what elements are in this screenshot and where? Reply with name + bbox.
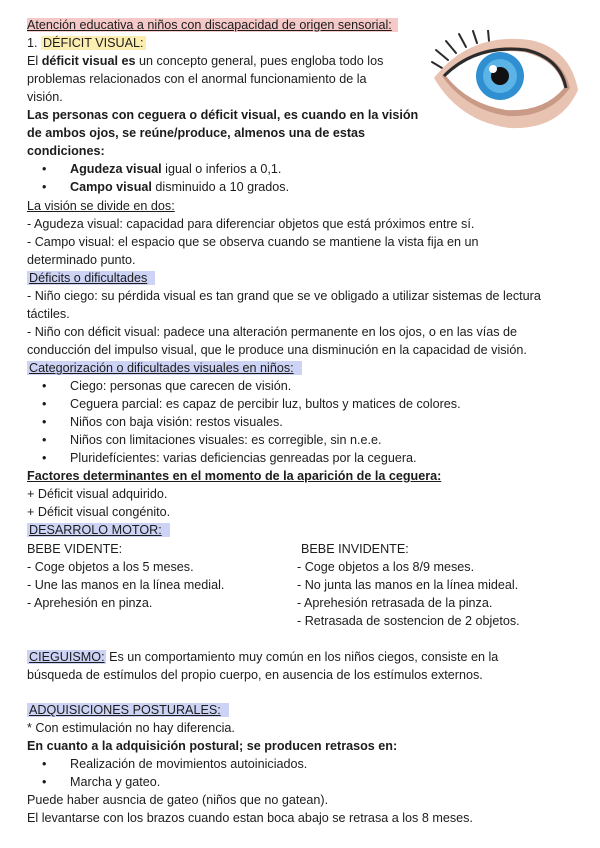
list-item: - Retrasada de sostencion de 2 objetos.	[297, 614, 520, 628]
posturales-line-2: En cuanto a la adquisición postural; se producen retrasos en:	[27, 739, 398, 753]
factores-heading: Factores determinantes en el momento de la aparición de la ceguera:	[27, 469, 442, 483]
posturales-line-3: Puede haber ausncia de gateo (niños que no gatean).	[27, 793, 329, 807]
bullet-icon: •	[42, 451, 47, 465]
bullet-icon: •	[42, 433, 47, 447]
division-line-2: - Campo visual: el espacio que se observa cuando se mantiene la vista fija en un	[27, 235, 479, 249]
bullet-icon: •	[42, 180, 47, 194]
bullet-icon: •	[42, 379, 47, 393]
list-item: Marcha y gateo.	[70, 775, 161, 789]
list-item: Realización de movimientos autoiniciados.	[70, 757, 308, 771]
list-item: Campo visual disminuido a 10 grados.	[70, 180, 290, 194]
factores-line-1: + Déficit visual adquirido.	[27, 487, 168, 501]
section-heading-deficit-visual: 1. DÉFICIT VISUAL:	[27, 36, 144, 50]
list-item: Ciego: personas que carecen de visión.	[70, 379, 292, 393]
bullet-icon: •	[42, 415, 47, 429]
bebe-vidente-heading: BEBE VIDENTE:	[27, 542, 123, 556]
deficits-line-1: - Niño ciego: su pérdida visual es tan grand que se ve obligado a utilizar sistemas de lectura	[27, 289, 541, 303]
bebe-invidente-heading: BEBE INVIDENTE:	[301, 542, 409, 556]
deficits-line-4: conducción del impulso visual, que le produce una disminución en la capacidad de visión.	[27, 343, 527, 357]
intro-line-3: visión.	[27, 90, 63, 104]
factores-line-2: + Déficit visual congénito.	[27, 505, 171, 519]
division-heading: La visión se divide en dos:	[27, 199, 175, 213]
posturales-line-1: * Con estimulación no hay diferencia.	[27, 721, 235, 735]
categorizacion-heading: Categorización o dificultades visuales en niños:	[27, 359, 302, 377]
list-item: Agudeza visual igual o inferios a 0,1.	[70, 162, 282, 176]
bullet-icon: •	[42, 775, 47, 789]
division-line-1: - Agudeza visual: capacidad para diferenciar objetos que está próximos entre sí.	[27, 217, 475, 231]
ceguera-line-3: condiciones:	[27, 144, 105, 158]
list-item: Niños con baja visión: restos visuales.	[70, 415, 283, 429]
bullet-icon: •	[42, 397, 47, 411]
list-item: - Coge objetos a los 8/9 meses.	[297, 560, 475, 574]
deficits-line-2: táctiles.	[27, 307, 70, 321]
deficits-heading: Déficits o dificultades	[27, 269, 155, 287]
cieguismo-line-2: búsqueda de estímulos del propio cuerpo, en ausencia de los estímulos externos.	[27, 668, 483, 682]
page-title: Atención educativa a niños con discapacidad de origen sensorial:	[27, 16, 398, 34]
list-item: - Une las manos en la línea medial.	[27, 578, 225, 592]
bullet-icon: •	[42, 757, 47, 771]
list-item: - Aprehesión retrasada de la pinza.	[297, 596, 493, 610]
motor-heading: DESARROLO MOTOR:	[27, 521, 170, 539]
posturales-heading: ADQUISICIONES POSTURALES:	[27, 701, 229, 719]
ceguera-line-1: Las personas con ceguera o déficit visual, es cuando en la visión	[27, 108, 419, 122]
posturales-line-4: El levantarse con los brazos cuando estan boca abajo se retrasa a los 8 meses.	[27, 811, 473, 825]
deficits-line-3: - Niño con déficit visual: padece una alteración permanente en los ojos, o en las vías de	[27, 325, 518, 339]
list-item: Ceguera parcial: es capaz de percibir luz, bultos y matices de colores.	[70, 397, 461, 411]
list-item: - No junta las manos en la línea mideal.	[297, 578, 519, 592]
ceguera-line-2: de ambos ojos, se reúne/produce, almenos una de estas	[27, 126, 366, 140]
cieguismo-line-1: CIEGUISMO: Es un comportamiento muy común en los niños ciegos, consiste en la	[29, 650, 499, 664]
list-item: Pluridefícientes: varias deficiencias genreadas por la ceguera.	[70, 451, 417, 465]
division-line-3: determinado punto.	[27, 253, 136, 267]
intro-line-2: problemas relacionados con el anormal funcionamiento de la	[27, 72, 367, 86]
list-item: Niños con limitaciones visuales: es corregible, sin n.e.e.	[70, 433, 382, 447]
list-item: - Coge objetos a los 5 meses.	[27, 560, 194, 574]
eye-icon	[430, 30, 580, 130]
bullet-icon: •	[42, 162, 47, 176]
intro-line-1: El déficit visual es un concepto general, pues engloba todo los	[27, 54, 384, 68]
list-item: - Aprehesión en pinza.	[27, 596, 153, 610]
